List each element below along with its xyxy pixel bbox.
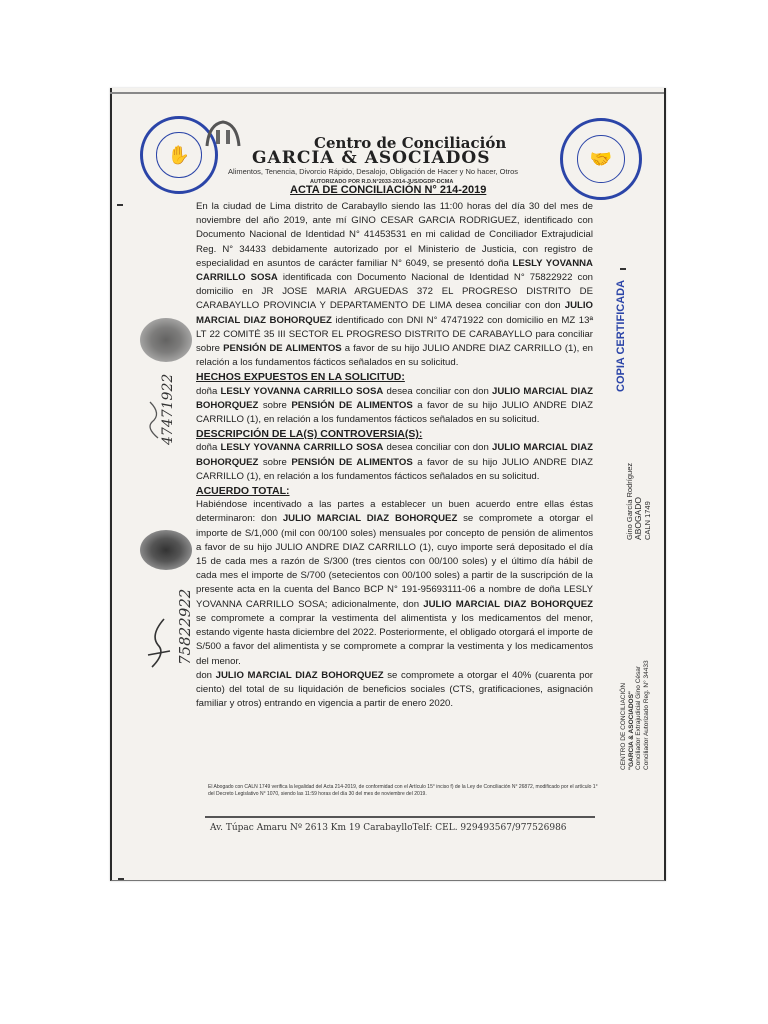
stamp-copia-certificada: COPIA CERTIFICADA bbox=[615, 279, 627, 392]
descripcion-heading: DESCRIPCIÓN DE LA(S) CONTROVERSIA(S): bbox=[196, 428, 423, 441]
acta-title: ACTA DE CONCILIACIÓN N° 214-2019 bbox=[290, 184, 487, 196]
page-top-edge bbox=[110, 92, 664, 94]
stamp-centro-conciliacion: CENTRO DE CONCILIACIÓN "GARCIA & ASOCIADOS" Conciliador Extrajudicial Gino César Conciliador Autorizado Reg. N° 34433 bbox=[620, 660, 650, 770]
seal-right-icon: 🤝 bbox=[560, 118, 642, 200]
building-logo-icon bbox=[205, 118, 241, 148]
signature-icon bbox=[144, 615, 174, 675]
scan-mark bbox=[118, 878, 124, 880]
hechos-heading: HECHOS EXPUESTOS EN LA SOLICITUD: bbox=[196, 371, 405, 384]
fingerprint-bottom-icon bbox=[140, 530, 192, 570]
header-subtitle: Alimentos, Tenencia, Divorcio Rápido, Desalojo, Obligación de Hacer y No hacer, Otros bbox=[228, 167, 519, 176]
acuerdo-paragraph: Habiéndose incentivado a las partes a establecer un buen acuerdo entre ellas éstas determinaron: don JULIO MARCIAL DIAZ BOHORQUEZ se compromete a otorgar el importe de S/1,000 (mil con 00/100 soles) mensuales por concepto de pensión de alimentos a favor de su hijo JULIO ANDRE DIAZ CARRILLO (1), cuyo importe será depositado el día 15 de cada mes a razón de S/300 (tres cientos con 00/100 soles) y el último día hábil de cada mes el importe de S/700 (setecientos con 00/100 soles) a partir de la suscripción de la presente acta en la cuenta del Banco BCP N° 191-95693111-06 a nombre de doña LESLY YOVANNA CARRILLO SOSA; adicionalmente, don JULIO MARCIAL DIAZ BOHORQUEZ se compromete a comprar la vestimenta del alimentista y los medicamentos del menor, estando vigente hasta diciembre del 2022. Posteriormente, el obligado otorgará el importe de S/500 a favor del alimentista y se compromete a comprar la vestimenta y los medicamentos del menor. bbox=[196, 499, 594, 667]
document-body bbox=[196, 200, 593, 711]
header-authorization: AUTORIZADO POR R.D.N°2033-2014-JUS/DGDP-DCMA bbox=[310, 179, 454, 185]
intro-paragraph: En la ciudad de Lima distrito de Carabayllo siendo las 11:00 horas del día 30 del mes de noviembre del año 2019, ante mí GINO CESAR GARCIA RODRIGUEZ, identificado con Documento Nacional de Identidad N° 41453531 en mi calidad de Conciliador Extrajudicial Reg. N° 34433 debidamente autorizado por el Ministerio de Justicia, con registro de especialidad en asuntos de carácter familiar N° 6049, se presentó doña LESLY YOVANNA CARRILLO SOSA identificada con Documento Nacional de Identidad N° 75822922 con domicilio en JR JOSE MARIA ARGUEDAS 372 EL PROGRESO DISTRITO DE CARABAYLLO PROVINCIA Y DEPARTAMENTO DE LIMA desea conciliar con don JULIO MARCIAL DIAZ BOHORQUEZ identificado con DNI N° 47471922 con domicilio en MZ 13ª LT 22 COMITÉ 35 III SECTOR EL PROGRESO DISTRITO DE CARABAYLLO para conciliar sobre PENSIÓN DE ALIMENTOS a favor de su hijo JULIO ANDRE DIAZ CARRILLO (1), en relación a los fundamentos fácticos señalados en su solicitud. bbox=[196, 201, 593, 369]
handwritten-dni-1: 47471922 bbox=[160, 373, 176, 445]
initials-icon bbox=[144, 398, 170, 442]
scan-mark bbox=[117, 204, 123, 206]
footnote: El Abogado con CALN 1749 verifica la legalidad del Acta 214-2019, de conformidad con el Artículo 15° inciso f) de la Ley de Conciliación N° 26872, modificado por el artículo 1° del Decreto Legislativo N° 1070, siendo las 11:59 horas del día 30 del mes de noviembre del 2019. bbox=[208, 784, 598, 797]
footer-divider bbox=[205, 816, 595, 818]
descripcion-paragraph: doña LESLY YOVANNA CARRILLO SOSA desea conciliar con don JULIO MARCIAL DIAZ BOHORQUEZ sobre PENSIÓN DE ALIMENTOS a favor de su hijo JULIO ANDRE DIAZ CARRILLO (1), en relación a los fundamentos fácticos señalados en su solicitud. bbox=[196, 442, 594, 482]
handwritten-dni-2: 75822922 bbox=[176, 588, 194, 665]
acuerdo-paragraph-2: don JULIO MARCIAL DIAZ BOHORQUEZ se compromete a otorgar el 40% (cuarenta por ciento) del total de su liquidación de beneficios sociales (CTS, gratificaciones, asignación familiar y otros) entrando en vigencia a partir de enero 2020. bbox=[196, 669, 593, 710]
footer-address: Av. Túpac Amaru Nº 2613 Km 19 CarabaylloTelf: CEL. 929493567/977526986 bbox=[210, 823, 567, 833]
acuerdo-heading: ACUERDO TOTAL: bbox=[196, 485, 290, 498]
scan-mark bbox=[620, 268, 626, 270]
seal-left-icon: ✋ bbox=[140, 116, 218, 194]
header-firm-name: GARCIA & ASOCIADOS bbox=[252, 148, 491, 168]
stamp-abogado: Gino García Rodríguez ABOGADO CALN 1749 bbox=[625, 462, 652, 540]
header-title: Centro de Conciliación bbox=[314, 134, 507, 152]
fingerprint-top-icon bbox=[140, 318, 192, 362]
hechos-paragraph: doña LESLY YOVANNA CARRILLO SOSA desea conciliar con don JULIO MARCIAL DIAZ BOHORQUEZ sobre PENSIÓN DE ALIMENTOS a favor de su hijo JULIO ANDRE DIAZ CARRILLO (1), en relación a los fundamentos fácticos señalados en su solicitud. bbox=[196, 385, 594, 426]
